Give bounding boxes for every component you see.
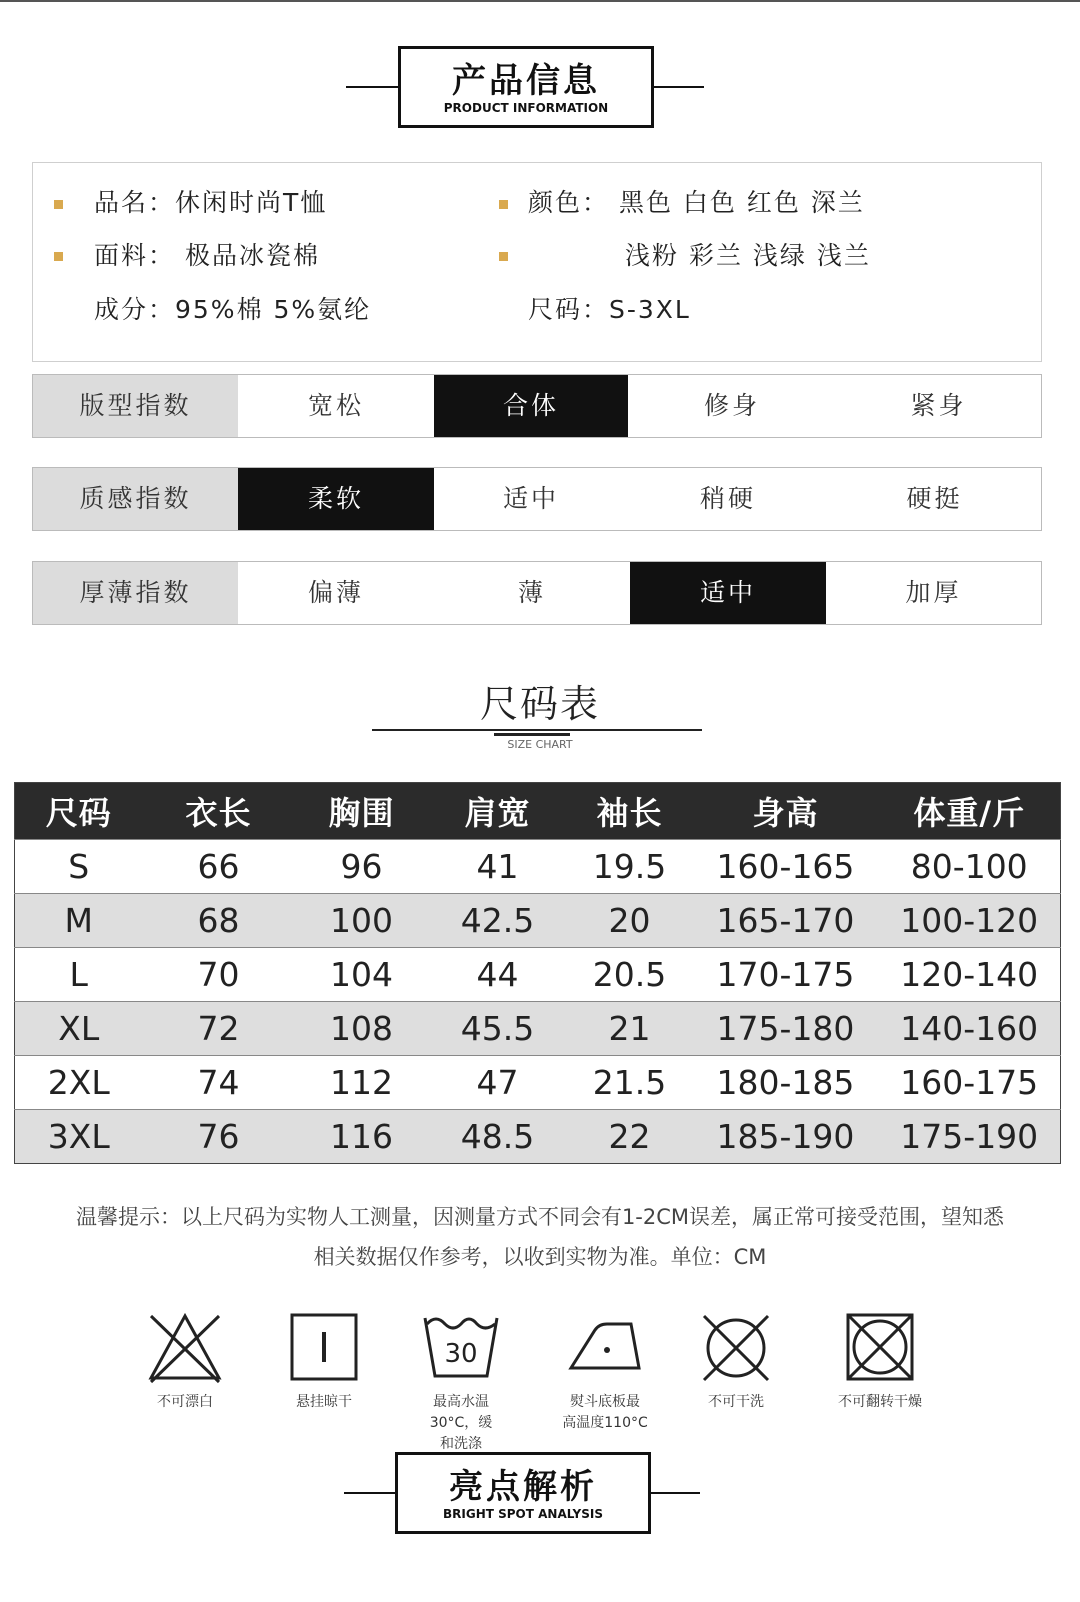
texture-option-medium: 适中 — [502, 484, 559, 513]
cell-weight: 175-190 — [879, 1110, 1061, 1164]
texture-option-soft: 柔软 — [238, 468, 434, 530]
size-chart-subtitle: SIZE CHART — [507, 738, 573, 751]
cell-sleeve: 19.5 — [567, 840, 693, 894]
product-size-range: 尺码：S-3XL — [528, 295, 691, 324]
header-size: 尺码 — [15, 783, 143, 840]
bullet-fabric — [54, 252, 63, 261]
cell-weight: 160-175 — [879, 1056, 1061, 1110]
top-border — [0, 0, 1080, 2]
bright-spot-heading-en: BRIGHT SPOT ANALYSIS — [443, 1507, 603, 1521]
care-label-no-bleach: 不可漂白 — [157, 1394, 213, 1410]
cell-weight: 140-160 — [879, 1002, 1061, 1056]
size-chart-title-underline — [494, 733, 570, 736]
cell-size: L — [15, 948, 143, 1002]
thickness-option-thinner: 偏薄 — [307, 578, 364, 607]
size-table — [14, 782, 1061, 1164]
cell-shoulder: 44 — [429, 948, 567, 1002]
cell-size: S — [15, 840, 143, 894]
cell-sleeve: 20.5 — [567, 948, 693, 1002]
table-row — [15, 840, 1061, 894]
cell-length: 76 — [143, 1110, 295, 1164]
fit-index-bar — [32, 374, 1042, 438]
cell-chest: 112 — [295, 1056, 429, 1110]
cell-size: XL — [15, 1002, 143, 1056]
size-note-line1: 温馨提示：以上尺码为实物人工测量，因测量方式不同会有1-2CM误差，属正常可接受范围，望知悉 — [75, 1205, 1005, 1229]
cell-shoulder: 41 — [429, 840, 567, 894]
header-height: 身高 — [693, 783, 879, 840]
size-table-header — [15, 783, 1061, 840]
wash-30-icon — [421, 1310, 501, 1386]
care-label-no-dry-clean: 不可干洗 — [708, 1394, 764, 1410]
wash-temp-text: 30 — [444, 1339, 478, 1369]
cell-sleeve: 20 — [567, 894, 693, 948]
iron-110-icon — [565, 1310, 645, 1386]
texture-option-firm: 稍硬 — [699, 484, 756, 513]
cell-chest: 96 — [295, 840, 429, 894]
care-label-wash-line1: 最高水温 — [433, 1394, 489, 1410]
bright-spot-heading — [395, 1452, 651, 1534]
bullet-name — [54, 200, 63, 209]
fit-option-tight: 紧身 — [910, 391, 967, 420]
care-label-iron-line1: 熨斗底板最 — [570, 1394, 640, 1410]
care-item-wash-30 — [381, 1310, 541, 1455]
product-composition: 成分：95%棉 5%氨纶 — [94, 295, 372, 324]
cell-weight: 100-120 — [879, 894, 1061, 948]
table-row — [15, 1056, 1061, 1110]
care-label-hang-dry: 悬挂晾干 — [296, 1394, 352, 1410]
product-fabric: 面料： 极品冰瓷棉 — [94, 241, 320, 270]
product-info-heading-cn: 产品信息 — [452, 61, 600, 101]
cell-height: 180-185 — [693, 1056, 879, 1110]
bullet-color-2 — [499, 252, 508, 261]
cell-shoulder: 42.5 — [429, 894, 567, 948]
texture-index-label: 质感指数 — [33, 468, 238, 530]
cell-height: 170-175 — [693, 948, 879, 1002]
care-label-wash-line3: 和洗涤 — [440, 1436, 482, 1452]
header-sleeve: 袖长 — [567, 783, 693, 840]
cell-height: 160-165 — [693, 840, 879, 894]
cell-height: 165-170 — [693, 894, 879, 948]
product-colors-2: 浅粉 彩兰 浅绿 浅兰 — [625, 241, 871, 270]
header-length: 衣长 — [143, 783, 295, 840]
fit-index-label: 版型指数 — [33, 375, 238, 437]
thickness-option-thick: 加厚 — [905, 578, 962, 607]
cell-chest: 100 — [295, 894, 429, 948]
care-label-wash-line2: 30°C，缓 — [429, 1415, 493, 1431]
header-chest: 胸围 — [295, 783, 429, 840]
no-dry-clean-icon — [696, 1310, 776, 1386]
cell-size: 3XL — [15, 1110, 143, 1164]
size-chart-title: 尺码表 — [479, 682, 600, 726]
table-row — [15, 1110, 1061, 1164]
fit-option-regular: 合体 — [434, 375, 628, 437]
table-row — [15, 1002, 1061, 1056]
thickness-option-medium: 适中 — [630, 562, 826, 624]
no-tumble-dry-icon — [840, 1310, 920, 1386]
product-name: 品名：休闲时尚T恤 — [94, 188, 328, 217]
hang-dry-icon — [284, 1310, 364, 1386]
header-weight: 体重/斤 — [879, 783, 1061, 840]
size-chart-title-line — [372, 729, 702, 731]
cell-length: 66 — [143, 840, 295, 894]
care-label-wash — [381, 1392, 541, 1455]
table-row — [15, 894, 1061, 948]
cell-length: 72 — [143, 1002, 295, 1056]
header-shoulder: 肩宽 — [429, 783, 567, 840]
care-item-no-dry-clean — [656, 1310, 816, 1413]
cell-length: 74 — [143, 1056, 295, 1110]
product-colors: 颜色： 黑色 白色 红色 深兰 — [528, 188, 865, 217]
cell-height: 175-180 — [693, 1002, 879, 1056]
cell-chest: 104 — [295, 948, 429, 1002]
cell-shoulder: 47 — [429, 1056, 567, 1110]
table-row — [15, 948, 1061, 1002]
cell-shoulder: 45.5 — [429, 1002, 567, 1056]
care-item-no-bleach — [105, 1310, 265, 1413]
texture-index-bar — [32, 467, 1042, 531]
care-item-hang-dry — [244, 1310, 404, 1413]
cell-size: M — [15, 894, 143, 948]
cell-weight: 120-140 — [879, 948, 1061, 1002]
thickness-index-bar — [32, 561, 1042, 625]
thickness-index-label: 厚薄指数 — [33, 562, 238, 624]
texture-option-stiff: 硬挺 — [906, 484, 963, 513]
thickness-option-thin: 薄 — [517, 578, 546, 607]
product-info-heading — [398, 46, 654, 128]
cell-chest: 116 — [295, 1110, 429, 1164]
cell-height: 185-190 — [693, 1110, 879, 1164]
cell-sleeve: 21 — [567, 1002, 693, 1056]
care-item-no-tumble-dry — [800, 1310, 960, 1413]
cell-sleeve: 22 — [567, 1110, 693, 1164]
care-label-iron-line2: 高温度110°C — [562, 1415, 648, 1431]
cell-size: 2XL — [15, 1056, 143, 1110]
care-label-no-tumble-dry: 不可翻转干燥 — [838, 1394, 922, 1410]
cell-weight: 80-100 — [879, 840, 1061, 894]
fit-option-slim: 修身 — [703, 391, 760, 420]
cell-chest: 108 — [295, 1002, 429, 1056]
cell-shoulder: 48.5 — [429, 1110, 567, 1164]
bright-spot-heading-cn: 亮点解析 — [449, 1467, 597, 1507]
bullet-color — [499, 200, 508, 209]
cell-length: 70 — [143, 948, 295, 1002]
no-bleach-icon — [145, 1310, 225, 1386]
size-note-line2: 相关数据仅作参考，以收到实物为准。单位：CM — [313, 1245, 767, 1269]
product-info-heading-en: PRODUCT INFORMATION — [443, 101, 609, 115]
fit-option-loose: 宽松 — [307, 391, 364, 420]
cell-length: 68 — [143, 894, 295, 948]
cell-sleeve: 21.5 — [567, 1056, 693, 1110]
